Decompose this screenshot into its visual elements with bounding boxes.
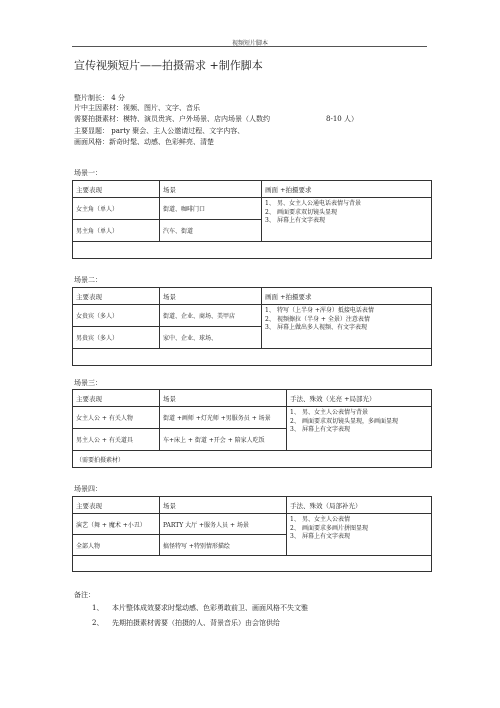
table-row bbox=[73, 407, 432, 429]
scene-4-header-performance: 主要表现 bbox=[73, 497, 160, 514]
list-item: 2、 视频擦拉（半身 + 全景）注意表情 bbox=[265, 315, 370, 323]
header-rule bbox=[72, 46, 427, 47]
scene-2-header-performance: 主要表现 bbox=[73, 288, 160, 305]
list-item: 2、 画面要求双切镜头显现 bbox=[265, 208, 338, 216]
scene-1-header-location: 场景 bbox=[160, 181, 262, 198]
table-row-empty bbox=[73, 242, 432, 259]
scene-1-row-1-location: 街道、咖啡门口 bbox=[160, 198, 262, 220]
list-item: 2、 画面要求多画片拼图显现 bbox=[290, 524, 369, 532]
scene-4-row-1-performance: 演艺（舞 + 魔术 +小丑） bbox=[73, 514, 160, 535]
table-row bbox=[73, 514, 432, 535]
scene-1-row-2-performance: 男主角（单人） bbox=[73, 220, 160, 242]
scene-2-header-requirements: 画面 +拍摄要求 bbox=[262, 288, 432, 305]
list-item: 3、 屏幕上有文字表现 bbox=[290, 533, 351, 540]
scene-1-header-performance: 主要表现 bbox=[73, 181, 160, 198]
info-theme: 主要显题： party 聚会、主人公邀请过程、文字内容、 bbox=[74, 127, 245, 135]
scene-1-table bbox=[72, 180, 432, 259]
scene-4-label: 场景四： bbox=[74, 485, 102, 493]
scene-2-notes bbox=[262, 305, 432, 349]
list-item: 1、 特写（上半身 +浑身）抵接电话表情 bbox=[265, 307, 374, 314]
scene-2-row-2-location: 家中、企业、球场、 bbox=[160, 327, 262, 349]
scene-3-header-technique: 手法、殊效（光亮 +局部光） bbox=[287, 390, 432, 407]
remark-item-1: 1、 本片整体成效要求时髦动感、色彩勇敢前卫、画面风格不失文雅 bbox=[92, 604, 308, 612]
list-item: 1、 男、女主人公表情与背景 bbox=[290, 409, 369, 416]
scene-2-row-1-location: 街道、企业、商场、美甲店 bbox=[160, 305, 262, 327]
list-item: 3、 屏幕上做出多人视频、有文字表现 bbox=[265, 324, 368, 331]
table-row bbox=[73, 305, 432, 327]
scene-2-label: 场景二： bbox=[74, 276, 102, 284]
scene-3-row-2-performance: 男主人公 + 有关道具 bbox=[73, 429, 160, 451]
table-row-empty bbox=[73, 556, 432, 572]
list-item: 1、 男、女主人公表情 bbox=[290, 516, 351, 523]
scene-4-header-location: 场景 bbox=[160, 497, 287, 514]
scene-2-header-location: 场景 bbox=[160, 288, 262, 305]
info-style: 画面风格：新奇时髦、动感、色彩鲜亮、清楚 bbox=[74, 138, 214, 146]
running-head: 视频短片脚本 bbox=[231, 40, 268, 47]
scene-4-header-technique: 手法、殊效（局部补光） bbox=[287, 497, 432, 514]
scene-4-row-2-location: 搞怪特写 +特别情形描绘 bbox=[160, 535, 287, 556]
info-materials: 片中主因素材：视频、图片、文字、音乐 bbox=[74, 104, 200, 112]
info-duration: 整片制长： 4 分 bbox=[74, 94, 125, 102]
scene-2-row-1-performance: 女贵宾（多人） bbox=[73, 305, 160, 327]
scene-4-table bbox=[72, 496, 432, 572]
scene-3-table bbox=[72, 389, 432, 468]
scene-3-label: 场景三： bbox=[74, 379, 102, 387]
scene-3-notes bbox=[287, 407, 432, 451]
info-shoot-materials bbox=[74, 115, 358, 124]
scene-4-notes bbox=[287, 514, 432, 556]
scene-3-header-performance: 主要表现 bbox=[73, 390, 160, 407]
info-shoot-count: 8-10 人） bbox=[326, 115, 358, 123]
document-title: 宣传视频短片——拍摄需求 +制作脚本 bbox=[74, 59, 263, 72]
scene-4-row-2-performance: 全部人物 bbox=[73, 535, 160, 556]
scene-1-row-2-location: 汽车、街道 bbox=[160, 220, 262, 242]
scene-3-row-1-location: 街道 +画师 +灯光师 +男服务员 + 场景 bbox=[160, 407, 287, 429]
scene-1-notes bbox=[262, 198, 432, 242]
table-row bbox=[73, 451, 432, 468]
list-item: 2、 画面要求双切镜头显现，多画面显现 bbox=[290, 417, 399, 425]
scene-1-header-requirements: 画面 +拍摄要求 bbox=[262, 181, 432, 198]
scene-2-table bbox=[72, 287, 432, 366]
remark-item-2: 2、 先期拍摄素材需要（拍摄的人、背景音乐）由会馆供给 bbox=[92, 619, 280, 627]
scene-3-row-1-performance: 女主人公 + 有关人物 bbox=[73, 407, 160, 429]
list-item: 1、 男、女主人公通电话表情与背景 bbox=[265, 200, 362, 207]
scene-3-row-2-location: 车+床上 + 街道 +开会 + 陪家人吃饭 bbox=[160, 429, 287, 451]
remarks-label: 备注： bbox=[74, 591, 95, 599]
scene-1-label: 场景一： bbox=[74, 169, 102, 177]
table-row-empty bbox=[73, 349, 432, 366]
scene-1-row-1-performance: 女主角（单人） bbox=[73, 198, 160, 220]
scene-3-footer: （需要拍摄素材） bbox=[73, 451, 432, 468]
list-item: 3、 屏幕上有文字表现 bbox=[265, 217, 326, 224]
scene-2-row-2-performance: 男贵宾（多人） bbox=[73, 327, 160, 349]
table-row bbox=[73, 198, 432, 220]
scene-3-header-location: 场景 bbox=[160, 390, 287, 407]
list-item: 3、 屏幕上有文字表现 bbox=[290, 426, 351, 433]
scene-4-row-1-location: PARTY 大厅 +服务人员 + 场景 bbox=[160, 514, 287, 535]
info-shoot-materials-text: 需要拍摄素材：模特、演员贵宾、户外场景、店内场景（人数约 bbox=[74, 115, 270, 123]
